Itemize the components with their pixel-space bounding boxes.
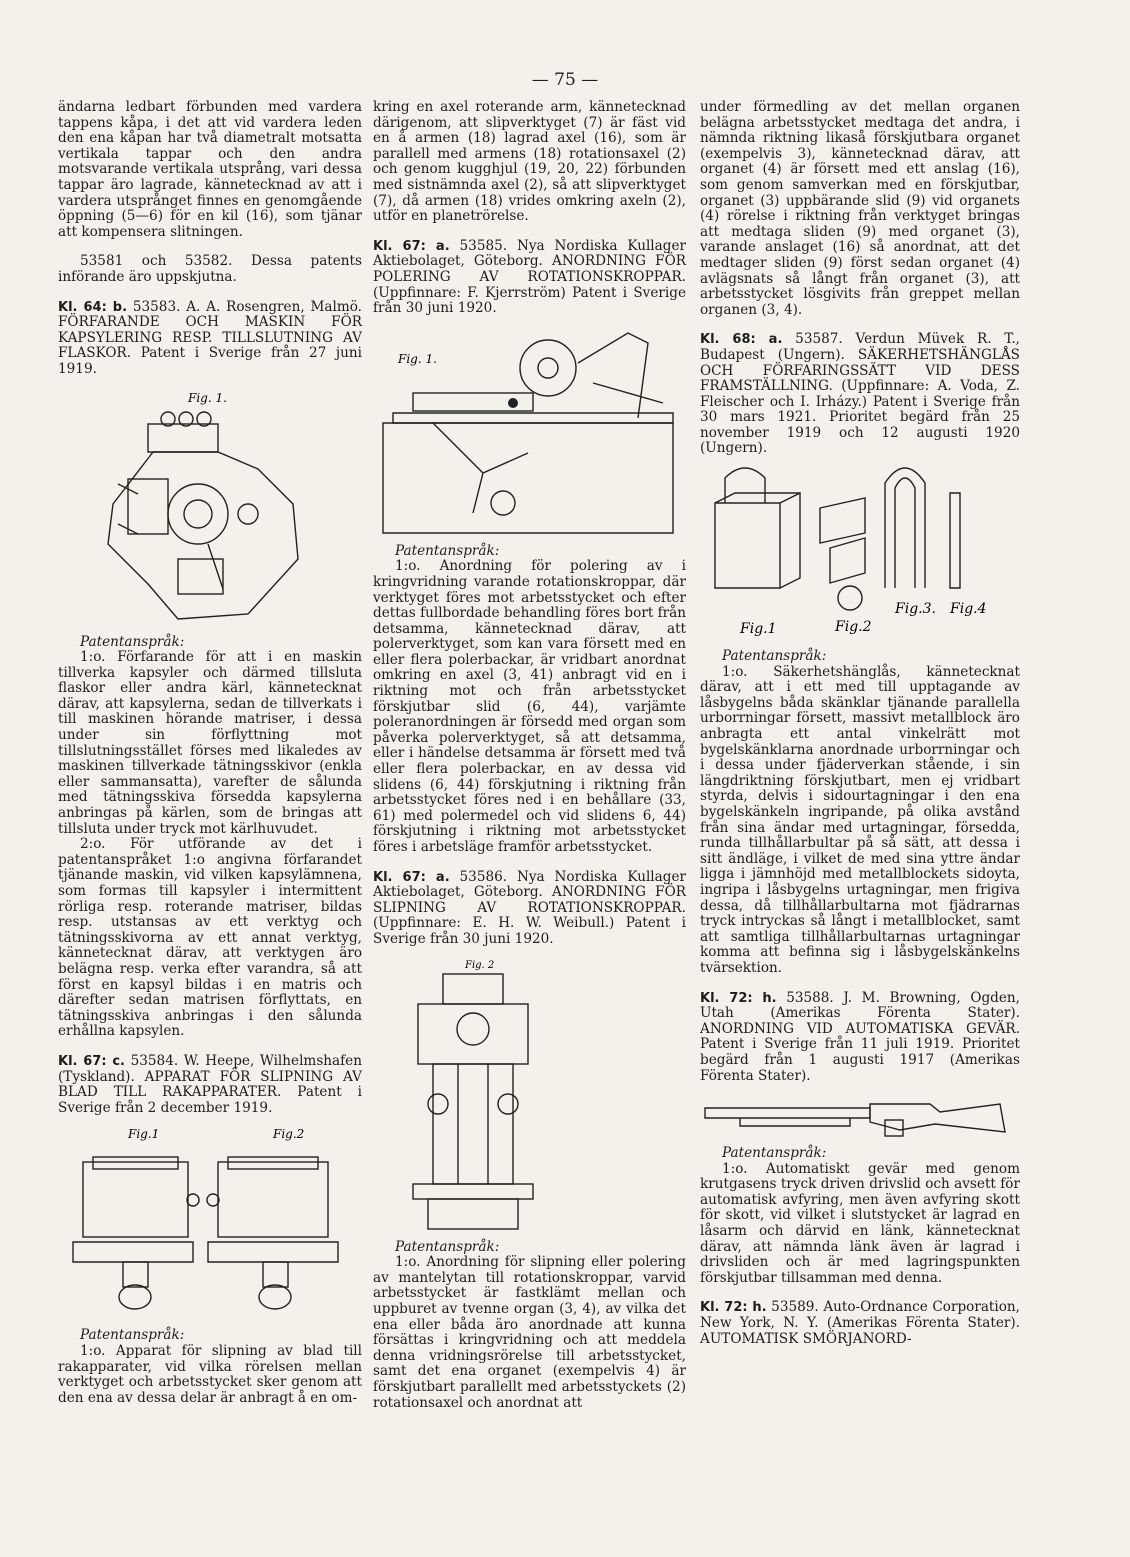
patent-text: 53588. J. M. Browning, Ogden, Utah (Amerikas Förenta Stater). ANORDNING VID AUTOMATISKA GEVÄR. Patent i Sverige från 11 juli 1919. Prioritet begärd från 1 augusti 1917 (Amerikas Förenta Stater).	[700, 989, 1020, 1084]
class-label: Kl. 68: a.	[700, 332, 783, 348]
column-3	[700, 100, 1020, 1347]
figure-rifle	[700, 1090, 1020, 1140]
figure-label: Fig.4	[950, 601, 987, 618]
paragraph: kring en axel roterande arm, kännetecknad därigenom, att slipverktyget (7) är fäst vid en å armen (18) lagrad axel (16), som är parallell med armens (18) rotationsaxel (2) och genom kugghjul (19, 20, 22) förbunden med sistnämnda axel (2), så att slipverktyget (7), då armen (18) vrides omkring axeln (2), utför en planetrörelse.	[373, 99, 686, 225]
patent-entry	[700, 332, 1020, 457]
patent-entry	[58, 1054, 362, 1116]
figure-sharpening-apparatus	[58, 1122, 362, 1322]
figure-label: Fig.1	[740, 621, 777, 638]
claims-title: Patentanspråk:	[80, 633, 185, 650]
claims-title: Patentanspråk:	[395, 542, 500, 559]
claim: 1:o. Apparat för slipning av blad till rakapparater, vid vilka rörelsen mellan verktyget och arbetsstycket sker genom att den ena av dessa delar är anbragt å en om-	[58, 1342, 362, 1406]
paragraph: 53581 och 53582. Dessa patents införande äro uppskjutna.	[58, 253, 362, 285]
figure-label: Fig.2	[273, 1127, 305, 1142]
page-number: — 75 —	[531, 70, 599, 90]
figure-label: Fig.3.	[895, 601, 936, 618]
claim: 1:o. Säkerhetshänglås, kännetecknat därav, att i ett med till upptagande av låsbygelns båda skänklar tjänande parallella urborrningar försett, massivt metallblock äro anbragta ett antal vinkelrätt mot bygelskänklarna anordnade urborrningar och i dessa under fjäderverkan stående, i sin längdriktning förskjutbart, men ej vridbart styrda, delvis i sidourtagningar i den ena bygelskänkeln ingripande, på olika avstånd från sina ändar med urtagningar, försedda, runda tillhållarbultar på så sätt, att dessa i sitt ändläge, i vilket de med sina yttre ändar ligga i jämnhöjd med metallblockets sidoyta, ingripa i låsbygelns urtagningar, men frigiva dessa, då tillhållarbultarna mot fjädrarnas tryck intryckas så långt i metallblocket, samt att samtliga tillhållarbultarnas urtagningar komma att befinna sig i låsbygelskänkelns tvärsektion.	[700, 663, 1020, 976]
class-label: Kl. 67: a.	[373, 238, 450, 254]
patent-text: 53583. A. A. Rosengren, Malmö. FÖRFARANDE OCH MASKIN FÖR KAPSYLERING RESP. TILLSLUTNING AV FLASKOR. Patent i Sverige från 27 juni 1919.	[58, 298, 362, 377]
column-1	[58, 100, 362, 1406]
column-2	[373, 100, 686, 1411]
figure-grinding-device	[373, 954, 686, 1234]
claim: 1:o. Förfarande för att i en maskin tillverka kapsyler och därmed tillsluta flaskor eller andra kärl, kännetecknat därav, att kapsylerna, sedan de tillverkats i till maskinen hörande matriser, i dessa under sin förflyttning mot tillslutningsstället förses med likaledes av maskinen tillverkade tätningsskivor (enkla eller sammansatta), varefter de sålunda med tätningsskiva försedda kapsylerna anbringas på kärlen, som de bringas att tillsluta under tryck mot kärlhuvudet.	[58, 649, 362, 837]
claims-title: Patentanspråk:	[722, 648, 827, 665]
figure-label: Fig. 2	[465, 959, 495, 971]
figure-padlock	[700, 463, 1020, 643]
patent-entry	[58, 300, 362, 378]
claim: 2:o. För utförande av det i patentanspråket 1:o angivna förfarandet tjänande maskin, vid vilken kapsylämnena, som formas till kapsyler i intermittent rörliga resp. roterande matriser, bildas resp. utstansas av ett verktyg och tätningsskivorna av ett annat verktyg, kännetecknat därav, att verktygen äro belägna resp. verka efter varandra, så att först en kapsyl bildas i en matris och därefter sedan matrisen förflyttats, en tätningsskiva anbringas i den sålunda erhållna kapsylen.	[58, 836, 362, 1040]
patent-text: 53589. Auto-Ordnance Corporation, New York, N. Y. (Amerikas Förenta Stater). AUTOMATISK SMÖRJANORD-	[700, 1299, 1021, 1347]
patent-entry	[373, 239, 686, 317]
figure-label: Fig.1	[128, 1127, 160, 1142]
claims-title: Patentanspråk:	[722, 1145, 827, 1162]
claim: 1:o. Anordning för polering av i kringvridning varande rotationskroppar, där verktyget föres mot arbetsstycket och efter dettas fullbordade behandling föres bort från detsamma, kännetecknad därav, att polerverktyget, som kan vara försett med en eller flera polerbackar, är vridbart anordnat omkring en axel (3, 41) anbragt vid en i riktning mot och från arbetsstycket förskjutbar slid (6, 44), varjämte poleranordningen är försedd med organ som påverka polerverktyget, så att detsamma, eller i händelse detsamma är försett med två eller flera polerbackar, en av dessa vid slidens (6, 44) förskjutning i riktning från arbetsstycket föres ned i en behållare (33, 61) med polermedel och vid slidens 6, 44) förskjutning i riktning mot arbetsstycket föres i arbetsläge framför arbetsstycket.	[373, 558, 686, 855]
class-label: Kl. 64: b.	[58, 299, 128, 315]
patent-entry	[373, 870, 686, 948]
paragraph: under förmedling av det mellan organen belägna arbetsstycket medtaga det andra, i nämnda riktning likaså förskjutbara organet (exempelvis 3), kännetecknad därav, att organet (4) är försett med ett anslag (16), som genom samverkan med en förskjutbar, organet (3) uppbärande slid (9) vid organets (4) rörelse i riktning från verktyget bringas att medtaga sliden (9) med organet (3), varande anslaget (16) så anordnat, att det medtager sliden (9) först sedan organet (4) avlägsnats så långt från organet (3), att arbetsstycket lösgivits från greppet mellan organen (3, 4).	[700, 99, 1020, 318]
paragraph: ändarna ledbart förbunden med vardera tappens kåpa, i det att vid vardera leden den ena kåpan har två diametralt motsatta vertikala tappar och den andra motsvarande vertikala utsprång, vari dessa tappar äro lagrade, kännetecknad av att i vardera utsprånget finnes en genomgående öppning (5—6) för en kil (16), som tjänar att kompensera slitningen.	[58, 99, 362, 240]
patent-text: 53584. W. Heepe, Wilhelmshafen (Tyskland). APPARAT FÖR SLIPNING AV BLAD TILL RAKAPPARATER. Patent i Sverige från 2 december 1919.	[58, 1052, 362, 1116]
claims-title: Patentanspråk:	[395, 1238, 500, 1255]
figure-capping-machine	[58, 384, 362, 629]
patent-text: 53587. Verdun Müvek R. T., Budapest (Ungern). SÄKERHETSHÄNGLÅS OCH FÖRFARINGSSÄTT VID DESS FRAMSTÄLLNING. (Uppfinnare: A. Voda, Z. Fleischer och I. Irházy.) Patent i Sverige från 30 mars 1921. Prioritet begärd från 25 november 1919 och 12 augusti 1920 (Ungern).	[700, 331, 1020, 457]
class-label: Kl. 67: a.	[373, 869, 450, 885]
patent-entry	[700, 1300, 1020, 1347]
class-label: Kl. 72: h.	[700, 990, 777, 1006]
figure-label: Fig.2	[835, 619, 872, 636]
patent-text: 53586. Nya Nordiska Kullager Aktiebolaget, Göteborg. ANORDNING FÖR SLIPNING AV ROTATIONSKROPPAR. (Uppfinnare: E. H. W. Weibull.) Patent i Sverige från 30 juni 1920.	[373, 868, 687, 947]
patent-entry	[700, 991, 1020, 1085]
figure-label: Fig. 1.	[188, 390, 227, 405]
claim: 1:o. Automatiskt gevär med genom krutgasens tryck driven drivslid och avsett för automatisk avfyring, men även avfyring skott för skott, vid vilket i slutstycket är lagrad en låsarm och därvid en länk, kännetecknat därav, att nämnda länk även är lagrad i drivsliden och är med lagringspunkten förskjutbar tillsamman med denna.	[700, 1160, 1020, 1286]
figure-polishing-device	[373, 323, 686, 538]
class-label: Kl. 67: c.	[58, 1053, 125, 1069]
patent-text: 53585. Nya Nordiska Kullager Aktiebolaget, Göteborg. ANORDNING FÖR POLERING AV ROTATIONSKROPPAR. (Uppfinnare: F. Kjerrström) Patent i Sverige från 30 juni 1920.	[373, 237, 687, 317]
class-label: Kl. 72: h.	[700, 1300, 767, 1316]
claim: 1:o. Anordning för slipning eller polering av mantelytan till rotationskroppar, varvid arbetsstycket är fastklämt mellan och uppburet av tvenne organ (3, 4), av vilka det ena eller båda äro anordnade att kunna försättas i kringvridning och att meddela denna vridningsrörelse till arbetsstycket, samt det ena organet (exempelvis 4) är förskjutbart parallellt med arbetsstyckets (2) rotationsaxel och anordnat att	[373, 1254, 686, 1411]
claims-title: Patentanspråk:	[80, 1327, 185, 1344]
figure-label: Fig. 1.	[398, 351, 437, 366]
